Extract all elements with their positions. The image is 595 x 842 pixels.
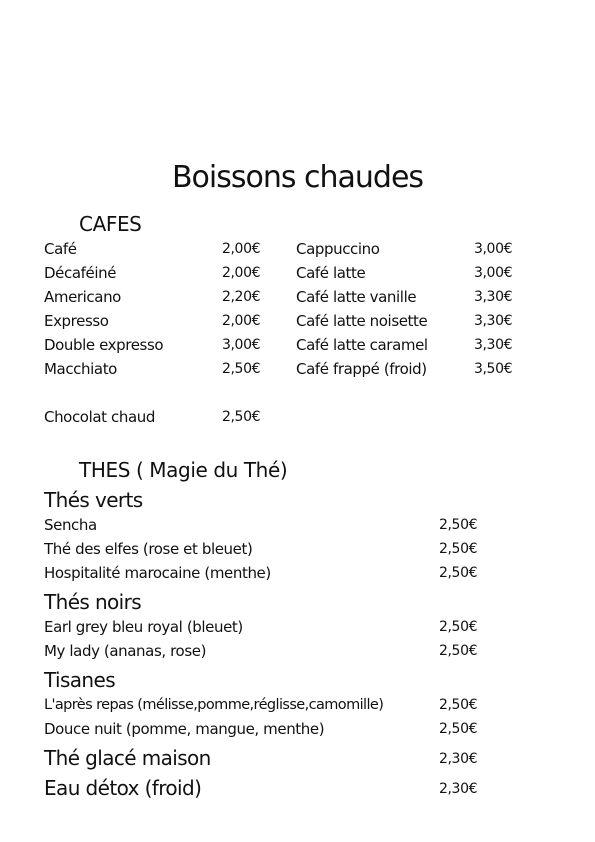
menu-item-price: 2,50€ [439, 643, 478, 659]
menu-item-price: 3,30€ [474, 337, 513, 353]
menu-item-name: Café latte caramel [296, 336, 428, 354]
menu-item-name: Double expresso [44, 336, 164, 354]
menu-item-price: 2,00€ [222, 241, 261, 257]
menu-item-price: 3,00€ [474, 265, 513, 281]
menu-item-name: L'après repas (mélisse,pomme,réglisse,camomille) [44, 697, 384, 713]
menu-item-name: Americano [44, 288, 121, 306]
menu-item-name: Chocolat chaud [44, 408, 155, 426]
menu-item-name: Café latte vanille [296, 288, 417, 306]
menu-item-price: 2,20€ [222, 289, 261, 305]
menu-item-name: Décaféiné [44, 264, 117, 282]
menu-item-price: 3,30€ [474, 289, 513, 305]
menu-item-name: Macchiato [44, 360, 117, 378]
menu-item-name: Café latte noisette [296, 312, 428, 330]
menu-item-name: Expresso [44, 312, 109, 330]
subsection-heading-noirs: Thés noirs [44, 590, 142, 614]
menu-item-price: 2,00€ [222, 313, 261, 329]
menu-item-price: 3,00€ [222, 337, 261, 353]
section-heading-cafes: CAFES [79, 212, 142, 236]
section-heading-thes: THES ( Magie du Thé) [79, 458, 288, 482]
menu-item-price: 3,30€ [474, 313, 513, 329]
menu-item-price: 2,50€ [439, 565, 478, 581]
menu-item-name: Earl grey bleu royal (bleuet) [44, 618, 243, 636]
menu-item-price: 2,50€ [439, 517, 478, 533]
menu-item-price: 2,50€ [222, 361, 261, 377]
menu-item-name: Hospitalité marocaine (menthe) [44, 564, 271, 582]
menu-item-name: Café latte [296, 264, 366, 282]
page-title: Boissons chaudes [171, 160, 424, 195]
menu-item-price: 2,50€ [439, 619, 478, 635]
menu-item-name: Café frappé (froid) [296, 360, 427, 378]
subsection-heading-tisanes: Tisanes [44, 668, 116, 692]
menu-item-price: 2,50€ [439, 541, 478, 557]
menu-item-name: Douce nuit (pomme, mangue, menthe) [44, 720, 325, 738]
menu-item-price: 2,30€ [439, 781, 478, 797]
menu-item-name: Eau détox (froid) [44, 776, 202, 800]
menu-item-price: 3,00€ [474, 241, 513, 257]
menu-item-name: Thé glacé maison [44, 746, 211, 770]
menu-item-price: 2,50€ [439, 721, 478, 737]
menu-item-name: Thé des elfes (rose et bleuet) [44, 540, 253, 558]
menu-item-price: 2,50€ [439, 697, 478, 713]
subsection-heading-verts: Thés verts [44, 488, 143, 512]
menu-item-name: Café [44, 240, 77, 258]
menu-item-name: My lady (ananas, rose) [44, 642, 207, 660]
menu-item-name: Cappuccino [296, 240, 380, 258]
menu-item-price: 3,50€ [474, 361, 513, 377]
menu-item-price: 2,30€ [439, 751, 478, 767]
menu-item-price: 2,00€ [222, 265, 261, 281]
menu-item-name: Sencha [44, 516, 97, 534]
menu-item-price: 2,50€ [222, 409, 261, 425]
